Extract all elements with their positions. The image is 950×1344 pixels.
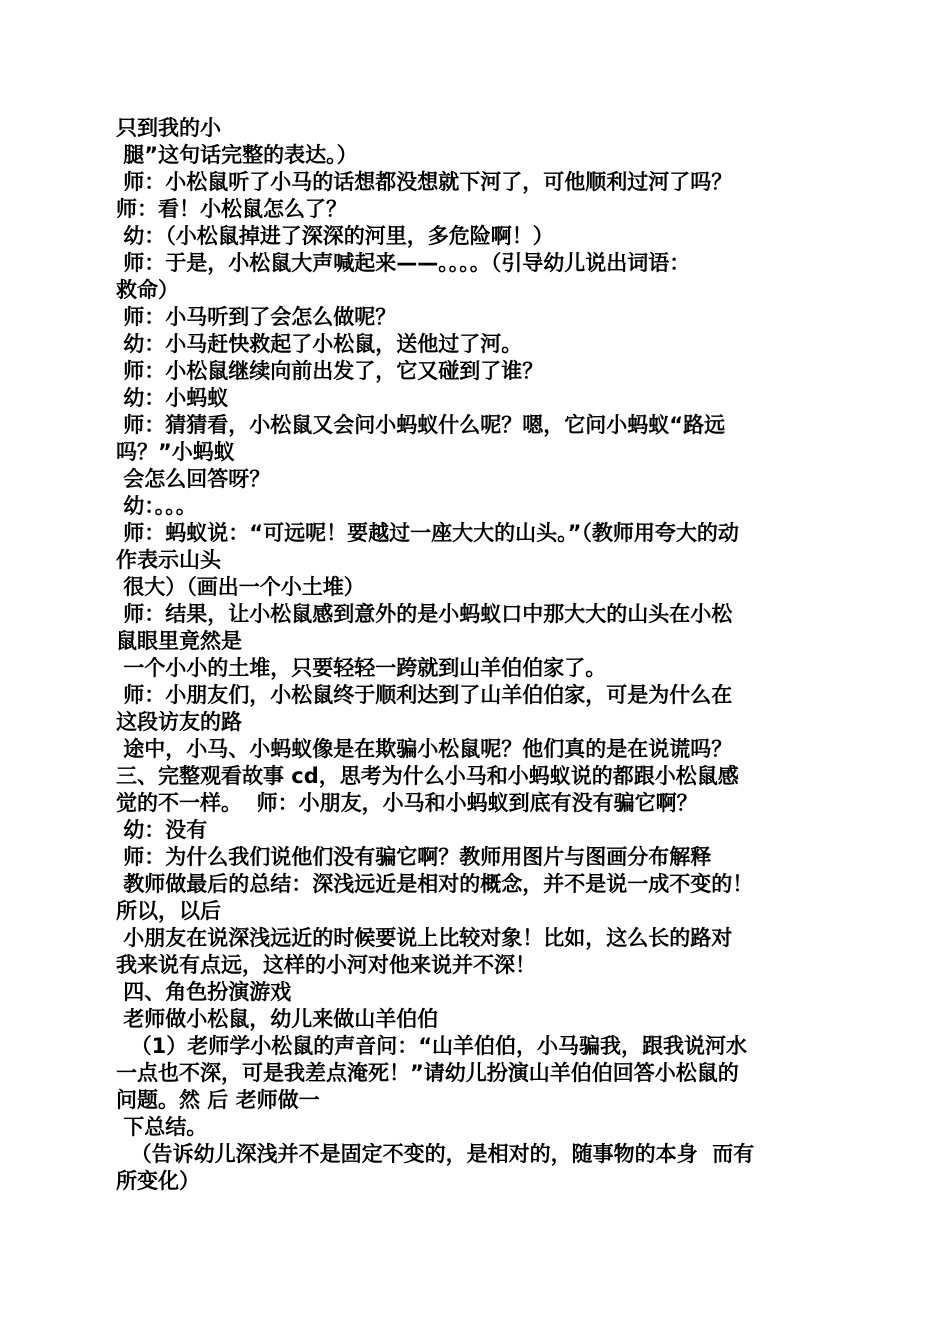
text-line: 所变化） [116,1169,200,1193]
text-line: 幼：小蚂蚁 [116,386,229,410]
text-line: 下总结。 [116,1115,208,1139]
text-line: 我来说有点远，这样的小河对他来说并不深！ [116,953,536,977]
text-line: （告诉幼儿深浅并不是固定不变的，是相对的，随事物的本身 而有 [116,1142,755,1166]
text-line: 师：蚂蚁说：“可远呢！要越过一座大大的山头。”（教师用夸大的动 [116,521,739,545]
text-line: 小朋友在说深浅远近的时候要说上比较对象！比如，这么长的路对 [116,926,733,950]
text-line: 鼠眼里竟然是 [116,629,242,653]
text-line: 老师做小松鼠，幼儿来做山羊伯伯 [116,1007,439,1031]
text-line: 觉的不一样。 师：小朋友，小马和小蚂蚁到底有没有骗它啊？ [116,791,698,815]
text-line: 一点也不深，可是我差点淹死！”请幼儿扮演山羊伯伯回答小松鼠的 [116,1061,739,1085]
text-line: 吗？”小蚂蚁 [116,440,235,464]
section-heading: 三、完整观看故事 cd，思考为什么小马和小蚂蚁说的都跟小松鼠感 [116,764,739,788]
text-line: 幼：小马赶快救起了小松鼠，送他过了河。 [116,332,523,356]
text-line: 途中，小马、小蚂蚁像是在欺骗小松鼠呢？他们真的是在说谎吗？ [116,737,733,761]
section-heading: 四、角色扮演游戏 [116,980,292,1004]
text-line: 师：结果，让小松鼠感到意外的是小蚂蚁口中那大大的山头在小松 [116,602,733,626]
text-line: 一个小小的土堆，只要轻轻一跨就到山羊伯伯家了。 [116,656,607,680]
text-line: 师：看！小松鼠怎么了？ [116,197,347,221]
text-line: （1）老师学小松鼠的声音问：“山羊伯伯，小马骗我，跟我说河水 [116,1034,748,1058]
document-body [116,115,836,1195]
text-line: 师：小松鼠继续向前出发了，它又碰到了谁？ [116,359,544,383]
text-line: 师：小马听到了会怎么做呢？ [116,305,397,329]
text-line: 很大）（画出一个小土堆） [116,575,365,599]
text-line: 问题。然 后 老师做一 [116,1088,320,1112]
text-line: 只到我的小 [116,116,221,140]
text-line: 幼：（小松鼠掉进了深深的河里，多危险啊！） [116,224,554,248]
text-line: 腿”这句话完整的表达。） [116,143,358,167]
text-line: 这段访友的路 [116,710,242,734]
text-line: 师：于是，小松鼠大声喊起来——。。。。（引导幼儿说出词语： [116,251,691,275]
text-line: 幼：没有 [116,818,208,842]
text-line: 所以，以后 [116,899,221,923]
text-line: 师：小朋友们，小松鼠终于顺利达到了山羊伯伯家，可是为什么在 [116,683,733,707]
text-line: 作表示山头 [116,548,221,572]
text-line: 幼：。。。 [116,494,197,518]
text-line: 会怎么回答呀？ [116,467,271,491]
text-line: 师：小松鼠听了小马的话想都没想就下河了，可他顺利过河了吗？ [116,170,733,194]
text-line: 救命） [116,278,179,302]
text-line: 教师做最后的总结：深浅远近是相对的概念，并不是说一成不变的！ [116,872,754,896]
text-line: 师：为什么我们说他们没有骗它啊？教师用图片与图画分布解释 [116,845,712,869]
text-line: 师：猜猜看，小松鼠又会问小蚂蚁什么呢？嗯，它问小蚂蚁“路远 [116,413,726,437]
